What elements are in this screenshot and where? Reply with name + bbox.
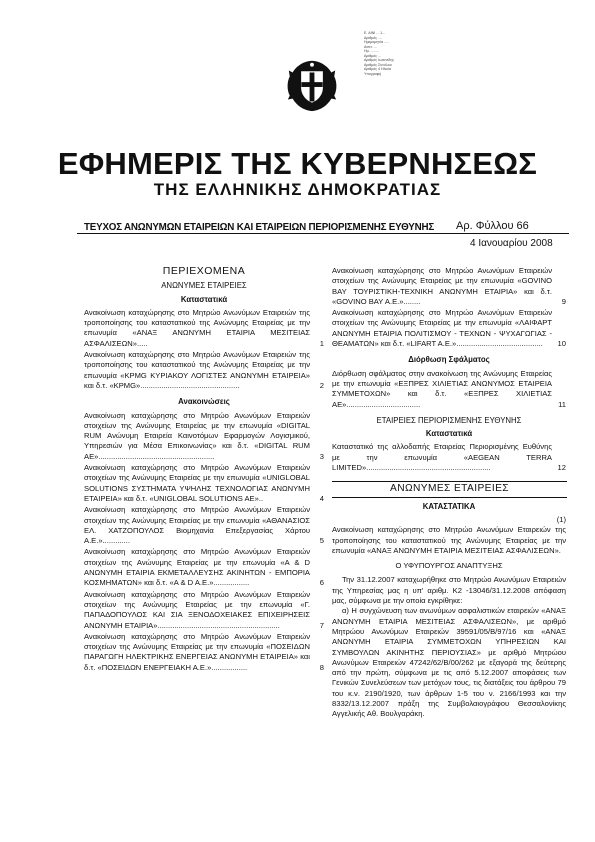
stamp-line: Αριθμός Συνόλου <box>364 62 392 67</box>
toc-entry-text: Διόρθωση σφάλματος στην ανακοίνωση της Ανώνυμης Εταιρείας με την επωνυμία «ΕΞΠΡΕΣ ΧΙΛΙΕΤΙΑΣ ΑΝΩΝΥΜΟΣ ΕΤΑΙΡΕΙΑ ΣΥΜΜΕΤΟΧΩΝ» και δ.τ. «ΕΞΠΡΕΣ ΧΙΛΙΕΤΙΑΣ ΑΕ»................................... <box>332 368 552 409</box>
stamp-line: Αντιτ. ... <box>364 44 377 49</box>
toc-epe-heading: ΕΤΑΙΡΕΙΕΣ ΠΕΡΙΟΡΙΣΜΕΝΗΣ ΕΥΘΥΝΗΣ <box>376 415 522 425</box>
stamp-line: Αριθμός .... <box>364 35 383 40</box>
toc-katastatika-heading: Καταστατικά <box>180 294 228 304</box>
toc-anakoinoseis-heading: Ανακοινώσεις <box>178 397 230 407</box>
toc-entry-text: Ανακοίνωση καταχώρησης στο Μητρώο Ανωνύμων Εταιρειών στοιχείων της Ανώνυμης Εταιρείας με την επωνυμία «ΛΑΙΦΑΡΤ ΑΝΩΝΥΜΗ ΕΤΑΙΡΙΑ ΠΟΛΙΤΙΣΜΟΥ - ΤΕΧΝΩΝ - ΨΥΧΑΓΩΓΙΑΣ - ΘΕΑΜΑΤΩΝ» και δ.τ. «LIFART A.E.»......................................... <box>332 308 552 349</box>
toc-entry-text: Ανακοίνωση καταχώρησης στο Μητρώο Ανωνύμων Εταιρειών στοιχείων της Ανώνυμης Εταιρείας με την επωνυμία «ΑΘΑΝΑΣΙΟΣ ΕΛ. ΧΑΤΖΟΠΟΥΛΟΣ Βιομηχανία Επεξεργασίας Χάρτου Α.Ε.»............. <box>84 505 310 546</box>
registration-stamp <box>364 31 434 76</box>
signer-title: Ο ΥΦΥΠΟΥΡΓΟΣ ΑΝΑΠΤΥΞΗΣ <box>395 561 503 571</box>
body-section-title: ΑΝΩΝΥΜΕΣ ΕΤΑΙΡΕΙΕΣ <box>332 481 567 497</box>
item-number: (1) <box>556 514 566 524</box>
toc-entry[interactable] <box>332 308 566 349</box>
toc-entry[interactable] <box>84 308 324 349</box>
toc-entry[interactable] <box>84 411 324 462</box>
stamp-line: Αριθμός ... <box>364 53 382 58</box>
toc-entry-text: Καταστατικό της αλλοδαπής Εταιρείας Περιορισμένης Ευθύνης με την επωνυμία «AEGEAN TERRA LIMITED»........................................................... <box>332 442 552 473</box>
gazette-title: ΕΦΗΜΕΡΙΣ ΤΗΣ ΚΥΒΕΡΝΗΣΕΩΣ <box>57 146 538 181</box>
stamp-line: Αριθμός Ιωαννιδης <box>364 58 395 62</box>
toc-entry[interactable] <box>332 266 566 307</box>
toc-entry[interactable] <box>332 369 566 410</box>
body-paragraph: α) Η συγχώνευση των ανωνύμων ασφαλιστικών εταιρειών «ΑΝΑΞ ΑΝΩΝΥΜΗ ΕΤΑΙΡΙΑ ΜΕΣΙΤΕΙΑΣ ΑΣΦΑΛΙΣΕΩΝ», με αριθμό Μητρώου Ανωνύμων Εταιρειών 39591/05/Β/97/16 και «ΑΝΑΞ ΑΝΩΝΥΜΗ ΕΤΑΙΡΙΑ ΣΥΜΜΕΤΟΧΩΝ ΥΠΗΡΕΣΙΩΝ ΚΑΙ ΣΥΜΒΟΥΛΩΝ ΑΚΙΝΗΤΗΣ ΠΕΡΙΟΥΣΙΑΣ» με αριθμό Μητρώου Ανωνύμων Εταιρειών 47242/62/Β/00/262 με εξαγορά της δεύτερης από την πρώτη, σύμφωνα με τις από 5.12.2007 αποφάσεις των Γενικών Συνελεύσεων των μετόχων τους, τις διατάξεις του άρθρου 79 του κ.ν. 2190/1920, των άρθρων 1-5 του ν. 2166/1993 και την 8332/13.12.2007 πράξη της Συμβολαιογράφου Θεσσαλονίκης Αγγελικής Αθ. Βουλγαράκη. <box>332 606 566 719</box>
issue-date: 4 Ιανουαρίου 2008 <box>470 238 553 249</box>
toc-entry[interactable] <box>84 547 324 588</box>
stamp-line: Αριθμός 4 Ηλικία <box>364 67 391 71</box>
toc-entry-page: 2 <box>319 380 324 390</box>
toc-ae-heading: ΑΝΩΝΥΜΕΣ ΕΤΑΙΡΕΙΕΣ <box>161 281 247 291</box>
toc-entry-page: 6 <box>319 578 324 588</box>
toc-entry-page: 12 <box>557 463 566 473</box>
body-katastatika-heading: ΚΑΤΑΣΤΑΤΙΚΑ <box>422 501 476 511</box>
toc-entry[interactable] <box>332 442 566 473</box>
toc-entry[interactable] <box>84 463 324 504</box>
stamp-line: Υπογραφή <box>364 71 382 76</box>
toc-heading: ΠΕΡΙΕΧΟΜΕΝΑ <box>162 265 246 277</box>
toc-left-column <box>84 266 324 674</box>
toc-entry-page: 9 <box>561 296 566 306</box>
toc-entry-text: Ανακοίνωση καταχώρησης στο Μητρώο Ανωνύμων Εταιρειών στοιχείων της Ανώνυμης Εταιρείας με την επωνυμία «Γ. ΠΑΠΑΔΟΠΟΥΛΟΣ ΚΑΙ ΣΙΑ ΞΕΝΟΔΟΧΕΙΑΚΕΣ ΕΠΙΧΕΙΡΗΣΕΙΣ ΑΝΩΝΥΜΗ ΕΤΑΙΡΙΑ».......................................................... <box>84 589 310 630</box>
toc-entry[interactable] <box>84 505 324 546</box>
gazette-subtitle: ΤΗΣ ΕΛΛΗΝΙΚΗΣ ΔΗΜΟΚΡΑΤΙΑΣ <box>153 180 442 199</box>
toc-epe-katastatika-heading: Καταστατικά <box>425 429 473 439</box>
toc-entry-page: 7 <box>319 620 324 630</box>
toc-entry-page: 1 <box>319 338 324 348</box>
toc-entry-text: Ανακοίνωση καταχώρησης στο Μητρώο Ανωνύμων Εταιρειών στοιχείων της Ανώνυμης Εταιρείας με την επωνυμία «A & D ΑΝΩΝΥΜΗ ΕΤΑΙΡΙΑ ΕΚΜΕΤΑΛΛΕΥΣΗΣ ΑΚΙΝΗΤΩΝ - ΕΜΠΟΡΙΑ ΚΟΣΜΗΜΑΤΩΝ» και δ.τ. «A & D A.E.»................. <box>84 547 310 588</box>
issue-number: Αρ. Φύλλου 66 <box>456 220 529 232</box>
greek-coat-of-arms-icon <box>283 57 341 115</box>
toc-entry-text: Ανακοίνωση καταχώρησης στο Μητρώο Ανωνύμων Εταιρειών στοιχείων της Ανώνυμης Εταιρείας με την επωνυμία «GOVINO BAY ΤΟΥΡΙΣΤΙΚΗ-ΤΕΧΝΙΚΗ ΑΝΩΝΥΜΗ ΕΤΑΙΡΙΑ» και δ.τ. «GOVINO BAY A.E.»........ <box>332 266 552 306</box>
toc-entry-page: 10 <box>557 339 566 349</box>
toc-entry-page: 8 <box>319 662 324 672</box>
right-column <box>332 266 566 720</box>
toc-entry-page: 3 <box>319 451 324 461</box>
toc-entry-text: Ανακοίνωση καταχώρησης στο Μητρώο Ανωνύμων Εταιρειών στοιχείων της Ανώνυμης Εταιρείας με την επωνυμία «DIGITAL RUM Ανώνυμη Εταιρεία Καινοτόμων Εφαρμογών Λογισμικού, Υπηρεσιών για Μέσα Επικοινωνίας» και δ.τ. «DIGITAL RUM ΑΕ»....................................................... <box>84 410 310 461</box>
item-title: Ανακοίνωση καταχώρησης στο Μητρώο Ανωνύμων Εταιρειών της τροποποίησης του καταστατικού της Ανώνυμης Εταιρείας με την επωνυμία «ΑΝΑΞ ΑΝΩΝΥΜΗ ΕΤΑΙΡΙΑ ΜΕΣΙΤΕΙΑΣ ΑΣΦΑΛΙΣΕΩΝ». <box>332 525 566 555</box>
toc-entry-page: 5 <box>319 536 324 546</box>
toc-errata-heading: Διόρθωση Σφάλματος <box>408 355 490 365</box>
toc-entry[interactable] <box>84 590 324 631</box>
stamp-line: Ημ. ........ <box>364 49 379 53</box>
toc-entry[interactable] <box>84 632 324 673</box>
toc-entry-page: 11 <box>558 399 566 409</box>
toc-entry-text: Ανακοίνωση καταχώρησης στο Μητρώο Ανωνύμων Εταιρειών της τροποποίησης του καταστατικού της Ανώνυμης Εταιρείας με την επωνυμία «ΑΝΑΞ ΑΝΩΝΥΜΗ ΕΤΑΙΡΙΑ ΜΕΣΙΤΕΙΑΣ ΑΣΦΑΛΙΣΕΩΝ»..... <box>84 307 310 348</box>
toc-entry[interactable] <box>84 350 324 391</box>
toc-entry-text: Ανακοίνωση καταχώρησης στο Μητρώο Ανωνύμων Εταιρειών της τροποποίησης του καταστατικού της Ανώνυμης Εταιρείας με την επωνυμία «KPMG ΚΥΡΙΑΚΟΥ ΛΟΓΙΣΤΕΣ ΑΝΩΝΥΜΗ ΕΤΑΙΡΕΙΑ» και δ.τ. «KPMG»............................................... <box>84 350 310 390</box>
stamp-line: Ε. ΑΙΝΙ ... 1... <box>364 31 386 35</box>
toc-entry-text: Ανακοίνωση καταχώρησης στο Μητρώο Ανωνύμων Εταιρειών στοιχείων της Ανώνυμης Εταιρείας με την επωνυμία «ΠΟΣΕΙΔΩΝ ΠΑΡΑΓΩΓΗ ΗΛΕΚΤΡΙΚΗΣ ΕΝΕΡΓΕΙΑΣ ΑΝΩΝΥΜΗ ΕΤΑΙΡΕΙΑ» και δ.τ. «ΠΟΣΕΙΔΩΝ ΕΝΕΡΓΕΙΑΚΗ Α.Ε.»................. <box>84 631 310 672</box>
stamp-line: Ημερομηνία ..... <box>364 40 390 44</box>
toc-entry-text: Ανακοίνωση καταχώρησης στο Μητρώο Ανωνύμων Εταιρειών στοιχείων της Ανώνυμης Εταιρείας με την επωνυμία «UNIGLOBAL SOLUTIONS ΣΥΣΤΗΜΑΤΑ ΥΨΗΛΗΣ ΤΕΧΝΟΛΟΓΙΑΣ ΑΝΩΝΥΜΗ ΕΤΑΙΡΕΙΑ» και δ.τ. «UNIGLOBAL SOLUTIONS AE».. <box>84 463 310 503</box>
toc-entry-page: 4 <box>319 493 324 503</box>
body-paragraph: Την 31.12.2007 καταχωρήθηκε στο Μητρώο Ανωνύμων Εταιρειών της Υπηρεσίας μας η υπ' αριθμ. Κ2 -13046/31.12.2008 απόφαση μας, σύμφωνα με την οποία εγκρίθηκε: <box>332 575 566 606</box>
series-label: ΤΕΥΧΟΣ ΑΝΩΝΥΜΩΝ ΕΤΑΙΡΕΙΩΝ ΚΑΙ ΕΤΑΙΡΕΙΩΝ ΠΕΡΙΟΡΙΣΜΕΝΗΣ ΕΥΘΥΝΗΣ <box>84 222 435 233</box>
header-rule <box>77 233 569 234</box>
